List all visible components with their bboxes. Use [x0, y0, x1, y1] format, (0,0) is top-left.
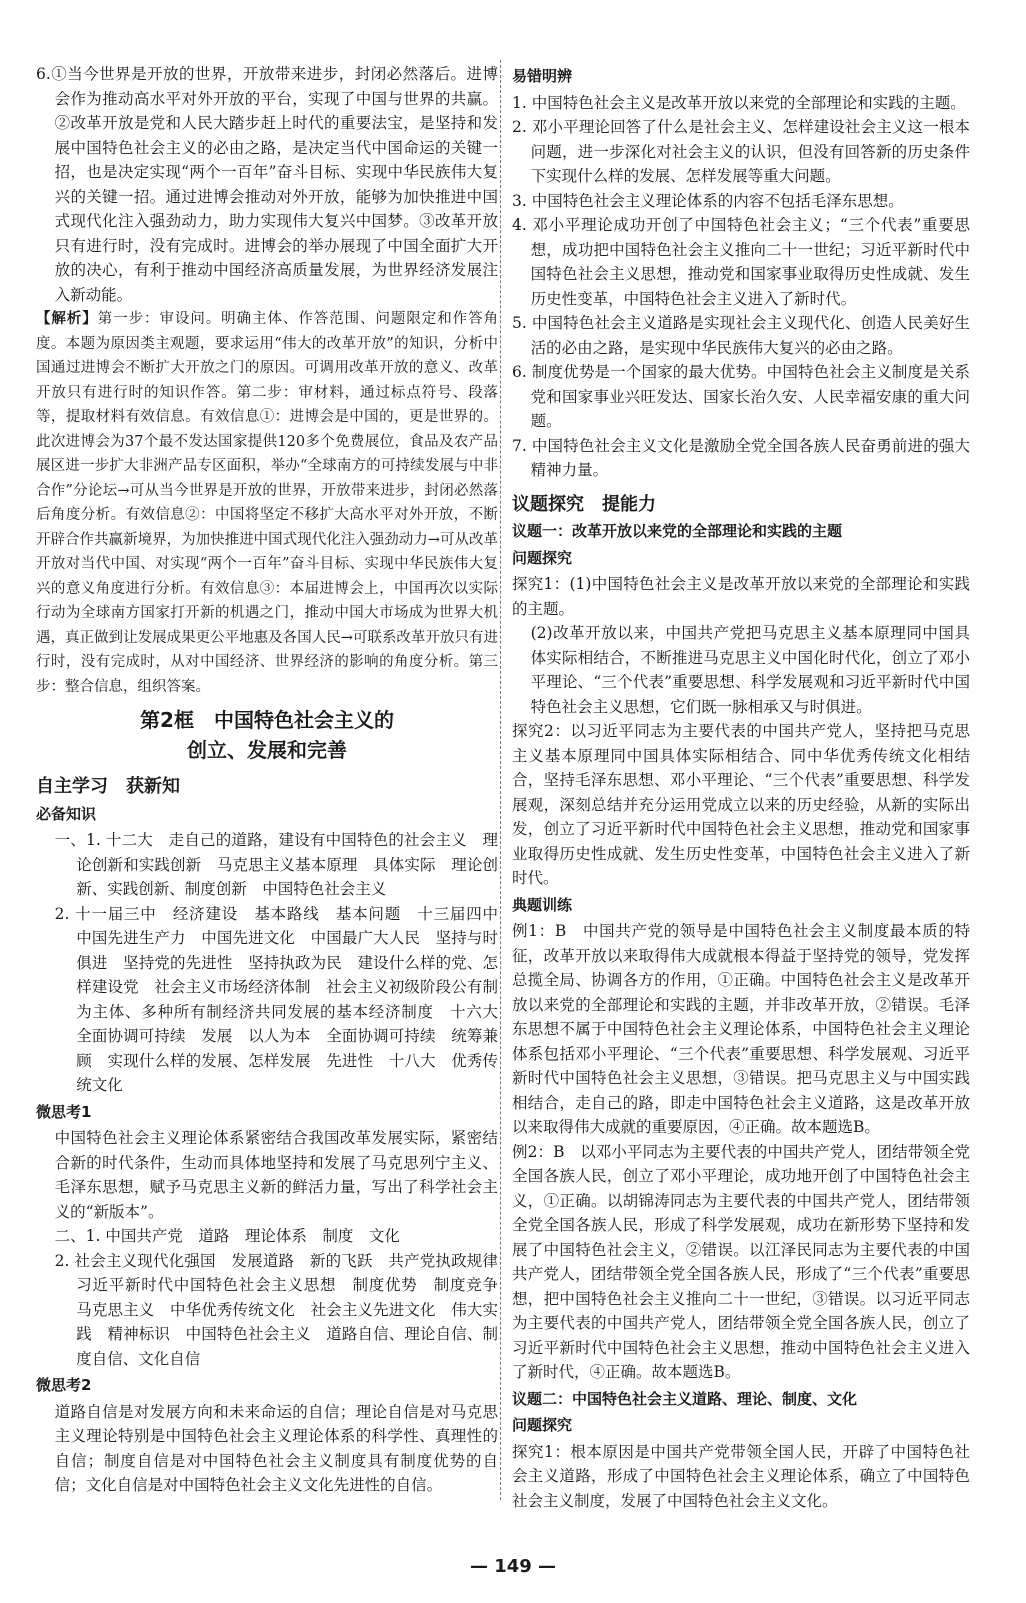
- micro-think-1-heading: 微思考1: [36, 1102, 92, 1121]
- explore-1b: (2)改革开放以来，中国共产党把马克思主义基本原理同中国具体实际相结合，不断推进马克思主义中国化时代化，创立了邓小平理论、“三个代表”重要思想、科学发展观和习近平新时代中国特色社会主义思想，它们既一脉相承又与时俱进。: [530, 624, 970, 716]
- easy-wrong-7: 7. 中国特色社会主义文化是激励全党全国各族人民奋勇前进的强大精神力量。: [512, 436, 970, 479]
- analysis-block: [36, 307, 498, 699]
- micro-think-2: 道路自信是对发展方向和未来命运的自信；理论自信是对马克思主义理论特别是中国特色社会主义理论体系的科学性、真理性的自信；制度自信是对中国特色社会主义制度具有制度优势的自信；文化自信是对中国特色社会主义文化先进性的自信。: [54, 1402, 498, 1494]
- explore-3: 探究1：根本原因是中国共产党带领全国人民，开辟了中国特色社会主义道路，形成了中国特色社会主义理论体系，确立了中国特色社会主义制度，发展了中国特色社会主义文化。: [512, 1442, 970, 1510]
- easy-wrong-2: 2. 邓小平理论回答了什么是社会主义、怎样建设社会主义这一根本问题，进一步深化对社会主义的认识，但没有回答新的历史条件下实现什么样的发展、怎样发展等重大问题。: [512, 118, 970, 185]
- easy-wrong-5: 5. 中国特色社会主义道路是实现社会主义现代化、创造人民美好生活的必由之路，是实现中华民族伟大复兴的必由之路。: [512, 314, 970, 357]
- easy-wrong-4: 4. 邓小平理论成功开创了中国特色社会主义；“三个代表”重要思想，成功把中国特色社会主义推向二十一世纪；习近平新时代中国特色社会主义思想，推动党和国家事业取得历史性成就、发生历史性变革，中国特色社会主义进入了新时代。: [512, 216, 970, 308]
- knowledge-1-1: 一、1. 十二大 走自己的道路，建设有中国特色的社会主义 理论创新和实践创新 马克思主义基本原理 具体实际 理论创新、实践创新、制度创新 中国特色社会主义: [54, 831, 498, 898]
- knowledge-2-1: 二、1. 中国共产党 道路 理论体系 制度 文化: [54, 1227, 400, 1245]
- explore-1a: 探究1：(1)中国特色社会主义是改革开放以来党的全部理论和实践的主题。: [512, 575, 970, 618]
- answer-6: 6.①当今世界是开放的世界，开放带来进步，封闭必然落后。进博会作为推动高水平对外开放的平台，实现了中国与世界的共赢。②改革开放是党和人民大踏步赶上时代的重要法宝，是坚持和发展中国特色社会主义的必由之路，是决定当代中国命运的关键一招，也是决定实现“两个一百年”奋斗目标、实现中华民族伟大复兴的关键一招。通过进博会推动对外开放，能够为加快推进中国式现代化注入强劲动力，助力实现伟大复兴中国梦。③改革开放只有进行时，没有完成时。进博会的举办展现了中国全面扩大开放的决心，有利于推动中国经济高质量发展，为世界经济发展注入新动能。: [36, 65, 498, 304]
- example-2: 例2：B 以邓小平同志为主要代表的中国共产党人，团结带领全党全国各族人民，创立了邓小平理论，成功地开创了中国特色社会主义，①正确。以胡锦涛同志为主要代表的中国共产党人，团结带领全党全国各族人民，形成了科学发展观，成功在新形势下坚持和发展了中国特色社会主义，②错误。以江泽民同志为主要代表的中国共产党人，团结带领全党全国各族人民，形成了“三个代表”重要思想，把中国特色社会主义推向二十一世纪，③错误。以习近平同志为主要代表的中国共产党人，团结带领全党全国各族人民，创立了习近平新时代中国特色社会主义思想，推动中国特色社会主义进入了新时代，④正确。故本题选B。: [512, 1142, 970, 1381]
- right-column: [512, 62, 970, 1513]
- page-number: — 149 —: [469, 1556, 557, 1577]
- topic-2-heading: 议题二：中国特色社会主义道路、理论、制度、文化: [512, 1389, 858, 1408]
- knowledge-1-2: 2. 十一届三中 经济建设 基本路线 基本问题 十三届四中 中国先进生产力 中国先进文化 中国最广大人民 坚持与时俱进 坚持党的先进性 坚持执政为民 建设什么样的党、怎样建设党 社会主义市场经济体制 社会主义初级阶段公有制为主体、多种所有制经济共同发展的基本经济制度 十六大 全面协调可持续 发展 以人为本 全面协调可持续 统筹兼顾 实现什么样的发展、怎样发展 先进性 十八大 优秀传统文化: [54, 904, 514, 1094]
- left-column: [36, 62, 514, 1498]
- frame-title-line-1: 第2框 中国特色社会主义的: [140, 708, 394, 732]
- section-explore: 议题探究 提能力: [512, 493, 656, 515]
- example-1: 例1：B 中国共产党的领导是中国特色社会主义制度最本质的特征，改革开放以来取得伟大成就根本得益于坚持党的领导，党发挥总揽全局、协调各方的作用，①正确。中国特色社会主义是改革开放以来党的全部理论和实践的主题，并非改革开放，②错误。毛泽东思想不属于中国特色社会主义理论体系，中国特色社会主义理论体系包括邓小平理论、“三个代表”重要思想、科学发展观、习近平新时代中国特色社会主义思想，③错误。把马克思主义与中国实践相结合，走自己的路，即走中国特色社会主义道路，这是改革开放以来取得伟大成就的重要原因，④正确。故本题选B。: [512, 922, 970, 1136]
- typical-training-heading: 典题训练: [512, 895, 573, 914]
- must-know-heading: 必备知识: [36, 804, 97, 823]
- frame-title-line-2: 创立、发展和完善: [187, 738, 347, 762]
- explore-2: 探究2：以习近平同志为主要代表的中国共产党人，坚持把马克思主义基本原理同中国具体实际相结合、同中华优秀传统文化相结合，坚持毛泽东思想、邓小平理论、“三个代表”重要思想、科学发展观，深刻总结并充分运用党成立以来的历史经验，从新的实际出发，创立了习近平新时代中国特色社会主义思想，推动党和国家事业取得历史性成就、发生历史性变革，中国特色社会主义进入了新时代。: [512, 722, 970, 887]
- analysis-text: 第一步：审设问。明确主体、作答范围、问题限定和作答角度。本题为原因类主观题，要求运用“伟大的改革开放”的知识，分析中国通过进博会不断扩大开放之门的原因。可调用改革开放的意义、改革开放只有进行时的知识作答。第二步：审材料，通过标点符号、段落等，提取材料有效信息。有效信息①：进博会是中国的，更是世界的。此次进博会为37个最不发达国家提供120多个免费展位，食品及农产品展区进一步扩大非洲产品专区面积，举办“全球南方的可持续发展与中非合作”分论坛→可从当今世界是开放的世界，开放带来进步，封闭必然落后角度分析。有效信息②：中国将坚定不移扩大高水平对外开放，不断开辟合作共赢新境界，为加快推进中国式现代化注入强劲动力→可从改革开放对当代中国、对实现“两个一百年”奋斗目标、实现中华民族伟大复兴的意义角度进行分析。有效信息③：本届进博会上，中国再次以实际行动为全球南方国家打开新的机遇之门，推动中国大市场成为世界大机遇，真正做到让发展成果更公平地惠及各国人民→可联系改革开放只有进行时，没有完成时，从对中国经济、世界经济的影响的角度分析。第三步：整合信息，组织答案。: [36, 311, 499, 695]
- easy-wrong-6: 6. 制度优势是一个国家的最大优势。中国特色社会主义制度是关系党和国家事业兴旺发达、国家长治久安、人民幸福安康的重大问题。: [512, 363, 970, 430]
- section-self-study: 自主学习 获新知: [36, 776, 180, 797]
- micro-think-1: 中国特色社会主义理论体系紧密结合我国改革发展实际，紧密结合新的时代条件，生动而具体地坚持和发展了马克思列宁主义、毛泽东思想，赋予马克思主义新的鲜活力量，写出了科学社会主义的“新版本”。: [54, 1129, 498, 1221]
- topic-1-heading: 议题一：改革开放以来党的全部理论和实践的主题: [512, 522, 843, 540]
- problem-explore-1-heading: 问题探究: [512, 548, 573, 567]
- analysis-tag: 【解析】: [36, 311, 98, 327]
- micro-think-2-heading: 微思考2: [36, 1376, 92, 1394]
- easy-wrong-1: 1. 中国特色社会主义是改革开放以来党的全部理论和实践的主题。: [512, 93, 966, 112]
- frame-title: [36, 705, 498, 765]
- knowledge-2-2: 2. 社会主义现代化强国 发展道路 新的飞跃 共产党执政规律 习近平新时代中国特色社会主义思想 制度优势 制度竞争 马克思主义 中华优秀传统文化 社会主义先进文化 伟大实践 精神标识 中国特色社会主义 道路自信、理论自信、制度自信、文化自信: [54, 1251, 514, 1368]
- problem-explore-2-heading: 问题探究: [512, 1416, 573, 1434]
- easy-wrong-heading: 易错明辨: [512, 67, 573, 85]
- easy-wrong-3: 3. 中国特色社会主义理论体系的内容不包括毛泽东思想。: [512, 191, 904, 210]
